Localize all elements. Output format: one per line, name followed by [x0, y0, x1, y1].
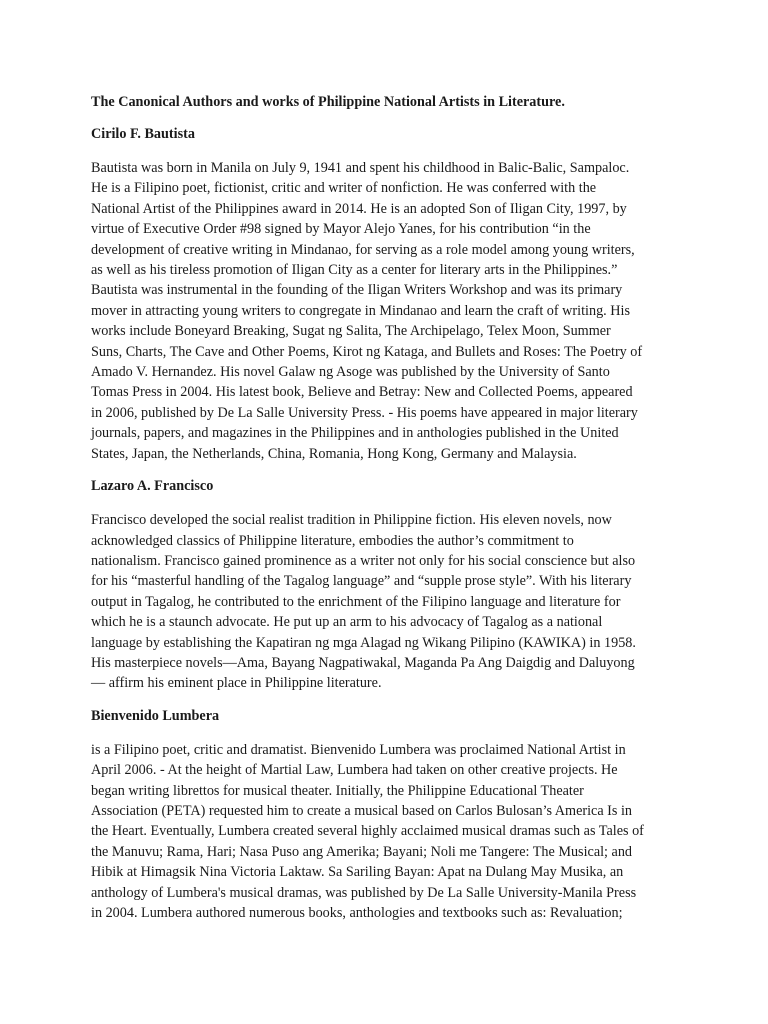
- text-line: development of creative writing in Mindanao, for serving as a role model among young writers,: [91, 241, 635, 258]
- text-line: in 2004. Lumbera authored numerous books, anthologies and textbooks such as: Revaluation;: [91, 905, 623, 921]
- text-line: acknowledged classics of Philippine literature, embodies the author’s commitment to: [91, 532, 574, 549]
- text-line: mover in attracting young writers to congregate in Mindanao and learn the craft of writing. His: [91, 302, 630, 319]
- text-line: National Artist of the Philippines award in 2014. He is an adopted Son of Iligan City, 1997, by: [91, 200, 627, 217]
- text-line: Bautista was born in Manila on July 9, 1941 and spent his childhood in Balic-Balic, Sampaloc.: [91, 160, 630, 176]
- text-line: language by establishing the Kapatiran ng mga Alagad ng Wikang Pilipino (KAWIKA) in 1958.: [91, 634, 636, 651]
- text-line: Bautista was instrumental in the founding of the Iligan Writers Workshop and was its primary: [91, 282, 623, 299]
- text-line: is a Filipino poet, critic and dramatist. Bienvenido Lumbera was proclaimed National Artist in: [91, 741, 626, 758]
- section-body: [91, 510, 691, 694]
- section-heading: Cirilo F. Bautista: [91, 126, 195, 142]
- author-section-bautista: [91, 124, 691, 464]
- text-line: as well as his tireless promotion of Iligan City as a center for literary arts in the Philippines.”: [91, 262, 618, 279]
- text-line: began writing librettos for musical theater. Initially, the Philippine Educational Theater: [91, 782, 584, 799]
- text-line: virtue of Executive Order #98 signed by Mayor Alejo Yanes, for his contribution “in the: [91, 221, 591, 238]
- text-line: Suns, Charts, The Cave and Other Poems, Kirot ng Kataga, and Bullets and Roses: The Poetry of: [91, 343, 643, 360]
- text-line: works include Boneyard Breaking, Sugat ng Salita, The Archipelago, Telex Moon, Summer: [91, 323, 611, 340]
- text-line: — affirm his eminent place in Philippine literature.: [91, 675, 382, 692]
- text-line: in 2006, published by De La Salle University Press. - His poems have appeared in major literary: [91, 404, 638, 421]
- text-line: the Heart. Eventually, Lumbera created several highly acclaimed musical dramas such as Tales of: [91, 823, 644, 840]
- text-line: journals, papers, and magazines in the Philippines and in anthologies published in the United: [91, 425, 619, 442]
- sections-container: [91, 124, 691, 923]
- text-line: April 2006. - At the height of Martial Law, Lumbera had taken on other creative projects. He: [91, 762, 618, 779]
- section-body: [91, 740, 691, 924]
- document-page: [91, 92, 691, 935]
- text-line: Francisco developed the social realist tradition in Philippine fiction. His eleven novels, now: [91, 512, 612, 529]
- section-heading: Lazaro A. Francisco: [91, 478, 214, 495]
- text-line: Amado V. Hernandez. His novel Galaw ng Asoge was published by the University of Santo: [91, 364, 610, 381]
- text-line: Tomas Press in 2004. His latest book, Believe and Betray: New and Collected Poems, appeared: [91, 384, 633, 401]
- text-line: He is a Filipino poet, fictionist, critic and writer of nonfiction. He was conferred with the: [91, 180, 597, 197]
- text-line: Association (PETA) requested him to create a musical based on Carlos Bulosan’s America Is in: [91, 802, 633, 819]
- text-line: the Manuvu; Rama, Hari; Nasa Puso ang Amerika; Bayani; Noli me Tangere: The Musical; and: [91, 843, 633, 860]
- text-line: anthology of Lumbera's musical dramas, was published by De La Salle University-Manila Press: [91, 884, 637, 901]
- text-line: which he is a staunch advocate. He put up an arm to his advocacy of Tagalog as a national: [91, 614, 603, 631]
- text-line: Hibik at Himagsik Nina Victoria Laktaw. Sa Sariling Bayan: Apat na Dulang May Musika, an: [91, 864, 624, 881]
- section-heading: Bienvenido Lumbera: [91, 707, 220, 724]
- text-line: States, Japan, the Netherlands, China, Romania, Hong Kong, Germany and Malaysia.: [91, 445, 577, 462]
- text-line: for his “masterful handling of the Tagalog language” and “supple prose style”. With his literary: [91, 573, 632, 590]
- author-section-lumbera: [91, 706, 691, 924]
- section-body: [91, 158, 691, 464]
- text-line: output in Tagalog, he contributed to the enrichment of the Filipino language and literature for: [91, 593, 621, 610]
- document-title: The Canonical Authors and works of Philippine National Artists in Literature.: [91, 94, 565, 110]
- text-line: His masterpiece novels—Ama, Bayang Nagpatiwakal, Maganda Pa Ang Daigdig and Daluyong: [91, 654, 635, 671]
- author-section-francisco: [91, 476, 691, 694]
- text-line: nationalism. Francisco gained prominence as a writer not only for his social conscience but also: [91, 552, 636, 569]
